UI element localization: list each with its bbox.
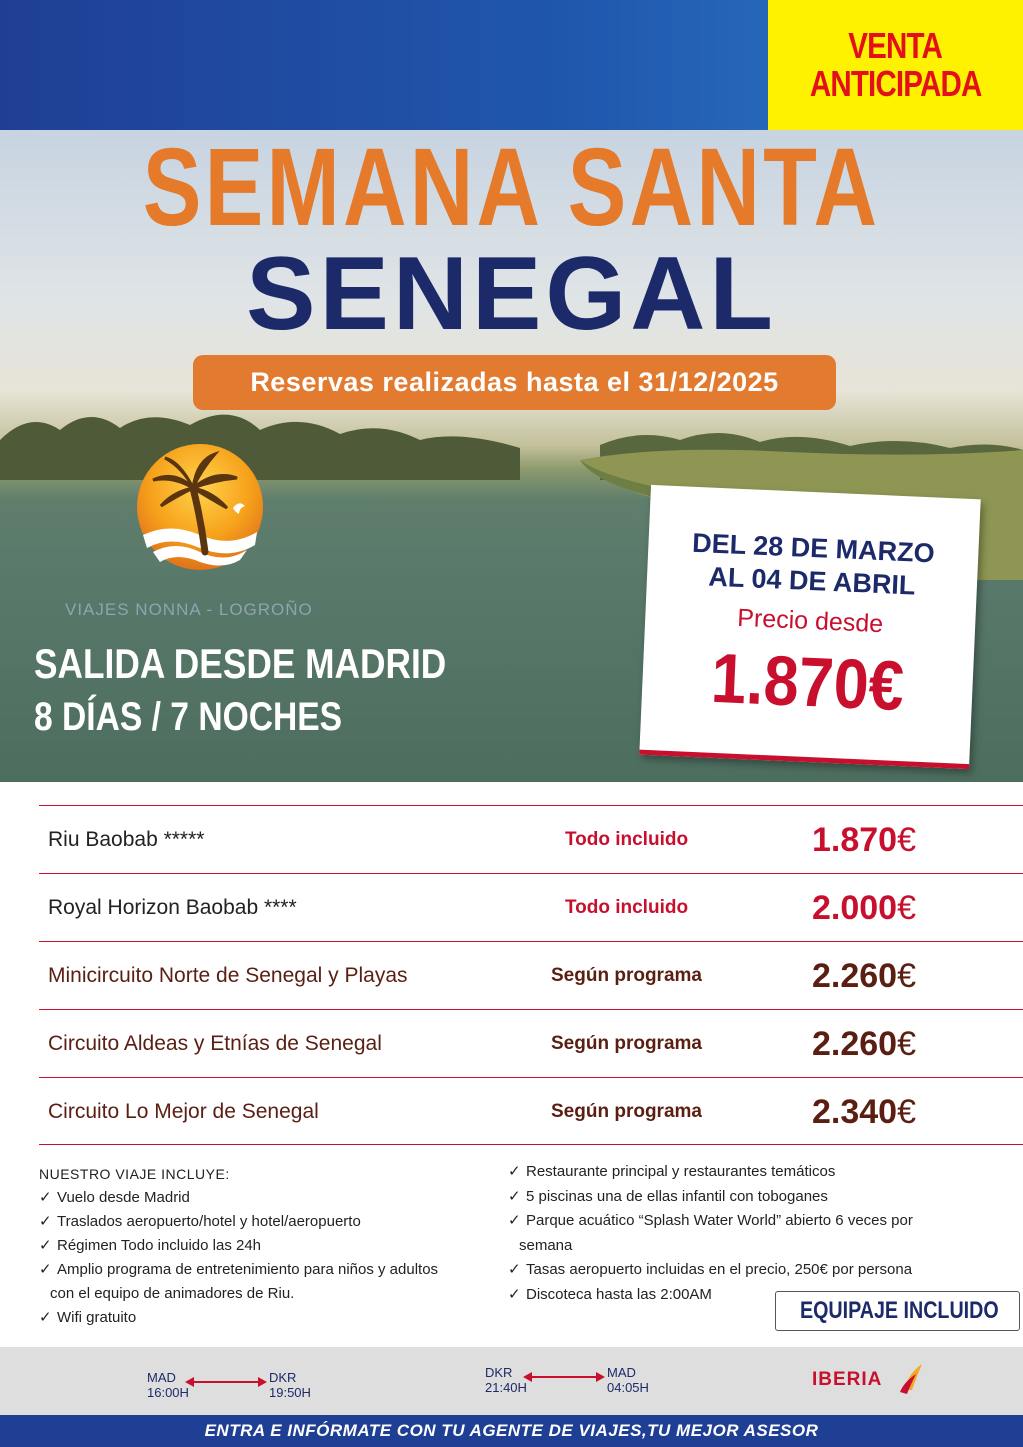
price-currency: € bbox=[897, 888, 916, 927]
include-text: 5 piscinas una de ellas infantil con toboganes bbox=[526, 1187, 828, 1205]
list-item bbox=[39, 1306, 509, 1330]
row-price bbox=[774, 806, 954, 874]
airport-code: DKR bbox=[269, 1370, 297, 1385]
check-icon: ✓ bbox=[508, 1212, 521, 1229]
include-text: Amplio programa de entretenimiento para niños y adultos bbox=[57, 1261, 439, 1278]
list-item bbox=[508, 1258, 968, 1283]
check-icon: ✓ bbox=[39, 1261, 52, 1278]
price-card bbox=[639, 485, 980, 769]
return-to bbox=[607, 1365, 649, 1395]
return-flight bbox=[485, 1362, 675, 1402]
includes-right-list bbox=[508, 1160, 968, 1307]
check-icon: ✓ bbox=[508, 1261, 521, 1278]
include-text: Tasas aeropuerto incluidas en el precio, 250€ por persona bbox=[526, 1261, 913, 1278]
price-currency: € bbox=[897, 820, 916, 859]
double-arrow-icon bbox=[523, 1369, 605, 1385]
include-text: Discoteca hasta las 2:00AM bbox=[526, 1285, 712, 1303]
price-currency: € bbox=[897, 1024, 916, 1063]
row-regime: Todo incluido bbox=[564, 897, 689, 918]
includes-left-list bbox=[39, 1162, 509, 1330]
row-regime: Todo incluido bbox=[564, 829, 689, 850]
include-continuation: semana bbox=[519, 1236, 573, 1254]
travel-dates bbox=[646, 525, 979, 605]
row-name: Royal Horizon Baobab **** bbox=[48, 896, 297, 919]
airport-code: DKR bbox=[485, 1365, 513, 1380]
price-table bbox=[39, 805, 1023, 1145]
title-senegal: SENEGAL bbox=[246, 236, 777, 352]
row-name: Minicircuito Norte de Senegal y Playas bbox=[48, 964, 408, 987]
price-currency: € bbox=[897, 956, 916, 995]
dates-line-2: AL 04 DE ABRIL bbox=[707, 561, 917, 601]
row-name: Riu Baobab ***** bbox=[48, 828, 205, 851]
check-icon: ✓ bbox=[508, 1285, 521, 1303]
badge-line-1: VENTA bbox=[848, 25, 943, 66]
row-price bbox=[774, 942, 954, 1010]
headline-price: 1.870€ bbox=[709, 638, 906, 726]
row-regime: Según programa bbox=[551, 1033, 702, 1054]
check-icon: ✓ bbox=[508, 1187, 521, 1205]
title-semana-santa: SEMANA SANTA bbox=[142, 126, 881, 249]
row-price bbox=[774, 1010, 954, 1078]
flight-time: 04:05H bbox=[607, 1380, 649, 1395]
equipaje-incluido-badge bbox=[775, 1291, 1020, 1331]
table-row bbox=[39, 1077, 1023, 1145]
include-text: Traslados aeropuerto/hotel y hotel/aeropuerto bbox=[57, 1213, 361, 1230]
return-from bbox=[485, 1365, 527, 1395]
footer-text: ENTRA E INFÓRMATE CON TU AGENTE DE VIAJES,TU MEJOR ASESOR bbox=[204, 1421, 819, 1440]
include-text: Vuelo desde Madrid bbox=[57, 1189, 190, 1206]
list-item bbox=[39, 1210, 509, 1234]
airline-name: IBERIA bbox=[812, 1369, 883, 1390]
outbound-to bbox=[269, 1370, 311, 1400]
reservas-banner: Reservas realizadas hasta el 31/12/2025 bbox=[193, 355, 836, 410]
list-item bbox=[39, 1258, 509, 1282]
flight-time: 16:00H bbox=[147, 1385, 189, 1400]
badge-line-2: ANTICIPADA bbox=[809, 63, 982, 104]
double-arrow-icon bbox=[185, 1374, 267, 1390]
list-item bbox=[39, 1234, 509, 1258]
price-currency: € bbox=[897, 1092, 916, 1131]
table-row bbox=[39, 805, 1023, 873]
include-text: Wifi gratuito bbox=[57, 1309, 137, 1326]
equipaje-label: EQUIPAJE INCLUIDO bbox=[800, 1297, 999, 1324]
list-item bbox=[508, 1185, 968, 1210]
flight-time: 19:50H bbox=[269, 1385, 311, 1400]
include-text: Restaurante principal y restaurantes temáticos bbox=[526, 1163, 836, 1180]
price-amount: 1.870 bbox=[811, 820, 898, 859]
row-name: Circuito Aldeas y Etnías de Senegal bbox=[48, 1032, 382, 1055]
check-icon: ✓ bbox=[39, 1189, 52, 1206]
precio-desde-label: Precio desde bbox=[736, 603, 884, 639]
airport-code: MAD bbox=[607, 1365, 636, 1380]
footer-banner bbox=[0, 1415, 1023, 1447]
row-price bbox=[774, 874, 954, 942]
outbound-flight bbox=[147, 1362, 337, 1402]
row-regime: Según programa bbox=[551, 1101, 702, 1122]
row-regime: Según programa bbox=[551, 965, 702, 986]
outbound-from bbox=[147, 1370, 189, 1400]
table-row bbox=[39, 1009, 1023, 1077]
price-amount: 2.260 bbox=[811, 956, 898, 995]
include-continuation: con el equipo de animadores de Riu. bbox=[50, 1285, 295, 1302]
check-icon: ✓ bbox=[39, 1213, 52, 1230]
list-item bbox=[508, 1160, 968, 1185]
agency-name: VIAJES NONNA - LOGROÑO bbox=[65, 600, 313, 619]
salida-desde-madrid: SALIDA DESDE MADRID bbox=[34, 640, 447, 687]
check-icon: ✓ bbox=[39, 1237, 52, 1254]
include-text: Régimen Todo incluido las 24h bbox=[57, 1237, 262, 1254]
include-text: Parque acuático “Splash Water World” abierto 6 veces por bbox=[526, 1212, 913, 1229]
price-amount: 2.000 bbox=[811, 888, 898, 927]
list-item bbox=[39, 1186, 509, 1210]
row-price bbox=[774, 1078, 954, 1146]
airport-code: MAD bbox=[147, 1370, 176, 1385]
trip-duration: 8 DÍAS / 7 NOCHES bbox=[34, 695, 343, 739]
table-row bbox=[39, 941, 1023, 1009]
table-row bbox=[39, 873, 1023, 941]
price-amount: 2.340 bbox=[811, 1092, 898, 1131]
flight-time: 21:40H bbox=[485, 1380, 527, 1395]
price-amount: 2.260 bbox=[811, 1024, 898, 1063]
row-name: Circuito Lo Mejor de Senegal bbox=[48, 1100, 319, 1123]
check-icon: ✓ bbox=[508, 1163, 521, 1180]
dates-line-1: DEL 28 DE MARZO bbox=[691, 527, 936, 569]
palm-sunset-logo bbox=[135, 440, 265, 575]
includes-heading: NUESTRO VIAJE INCLUYE: bbox=[39, 1166, 230, 1182]
list-item bbox=[508, 1209, 968, 1234]
venta-anticipada-badge bbox=[768, 0, 1023, 130]
check-icon: ✓ bbox=[39, 1309, 52, 1326]
